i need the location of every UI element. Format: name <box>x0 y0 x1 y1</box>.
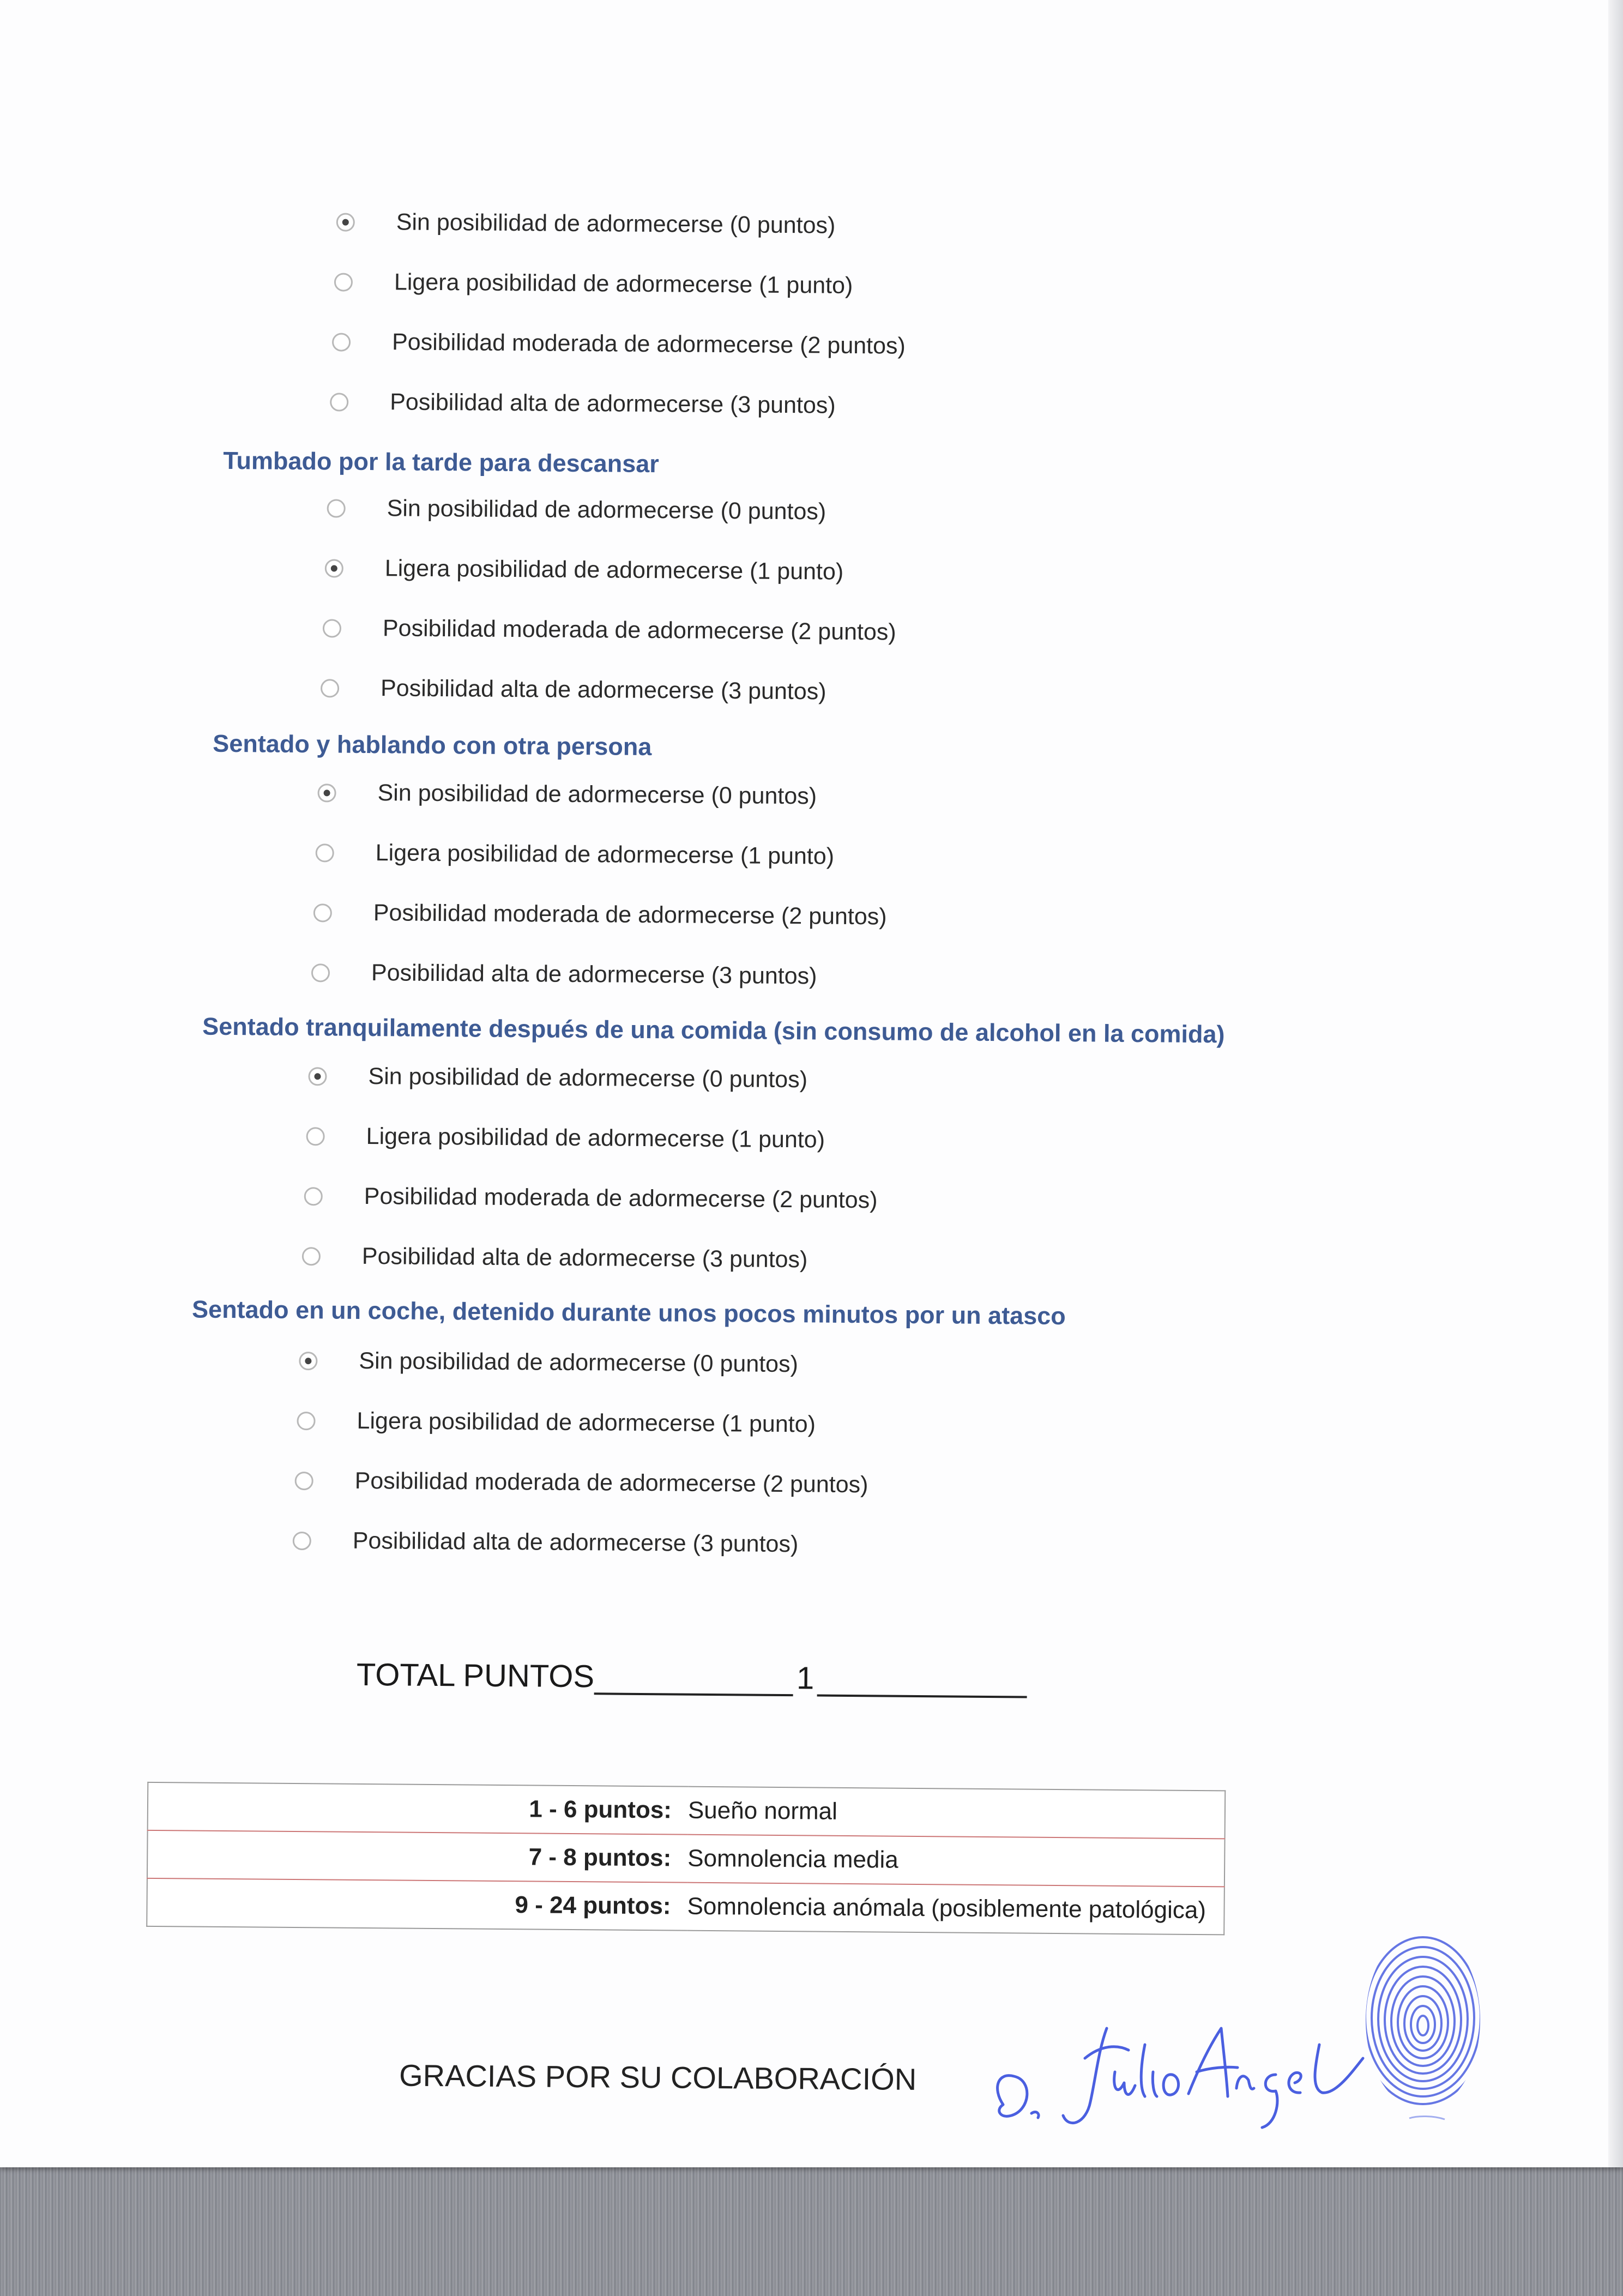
option-label: Posibilidad alta de adormecerse (3 puntos) <box>352 1527 799 1558</box>
legend-range: 9 - 24 puntos: <box>147 1878 687 1931</box>
score-legend-table <box>146 1782 1226 1936</box>
total-value[interactable]: 1 <box>796 1660 814 1696</box>
total-blank-right <box>817 1662 1027 1698</box>
option-label: Ligera posibilidad de adormecerse (1 punto) <box>375 840 835 870</box>
radio-option[interactable] <box>293 1527 799 1558</box>
radio-option[interactable] <box>334 268 853 299</box>
total-points <box>357 1656 1028 1698</box>
option-label: Posibilidad moderada de adormecerse (2 puntos) <box>354 1467 868 1498</box>
option-label: Posibilidad moderada de adormecerse (2 puntos) <box>373 900 887 930</box>
legend-description: Somnolencia anómala (posiblemente patológica) <box>687 1883 1224 1935</box>
option-label: Posibilidad moderada de adormecerse (2 puntos) <box>364 1183 878 1214</box>
option-label: Posibilidad alta de adormecerse (3 puntos) <box>361 1243 808 1273</box>
radio-option[interactable] <box>302 1243 808 1273</box>
radio-unchecked-icon[interactable] <box>321 679 339 697</box>
handwritten-signature <box>981 2006 1374 2137</box>
radio-unchecked-icon[interactable] <box>330 393 348 411</box>
total-blank-left <box>594 1660 793 1696</box>
radio-option[interactable] <box>306 1123 825 1153</box>
radio-checked-icon[interactable] <box>336 213 355 231</box>
radio-checked-icon[interactable] <box>325 559 343 577</box>
option-label: Posibilidad alta de adormecerse (3 puntos) <box>380 675 826 705</box>
radio-option[interactable] <box>297 1407 816 1438</box>
legend-row <box>147 1878 1224 1935</box>
radio-option[interactable] <box>325 555 844 585</box>
radio-option[interactable] <box>321 674 826 705</box>
radio-option[interactable] <box>327 495 826 525</box>
radio-option[interactable] <box>317 779 817 810</box>
legend-description: Sueño normal <box>687 1797 838 1825</box>
radio-option[interactable] <box>304 1183 878 1214</box>
radio-option[interactable] <box>311 959 817 990</box>
radio-unchecked-icon[interactable] <box>293 1531 311 1550</box>
question-title: Sentado y hablando con otra persona <box>213 729 652 761</box>
scanner-background <box>0 2159 1623 2296</box>
radio-unchecked-icon[interactable] <box>297 1412 315 1430</box>
legend-row <box>147 1830 1225 1887</box>
legend-description: Somnolencia media <box>687 1835 1225 1887</box>
option-label: Sin posibilidad de adormecerse (0 puntos) <box>387 495 826 525</box>
option-label: Posibilidad moderada de adormecerse (2 puntos) <box>382 615 896 646</box>
radio-unchecked-icon[interactable] <box>316 843 334 862</box>
total-label: TOTAL PUNTOS <box>356 1656 595 1695</box>
radio-checked-icon[interactable] <box>308 1067 327 1086</box>
radio-option[interactable] <box>308 1063 807 1093</box>
radio-option[interactable] <box>299 1347 798 1378</box>
radio-option[interactable] <box>294 1467 868 1498</box>
radio-unchecked-icon[interactable] <box>302 1247 321 1265</box>
radio-checked-icon[interactable] <box>317 784 336 802</box>
option-label: Ligera posibilidad de adormecerse (1 punto) <box>366 1123 825 1153</box>
option-label: Ligera posibilidad de adormecerse (1 punto) <box>384 555 844 585</box>
legend-range: 1 - 6 puntos: <box>529 1795 672 1824</box>
radio-checked-icon[interactable] <box>299 1352 317 1370</box>
radio-unchecked-icon[interactable] <box>334 273 353 291</box>
question-title: Sentado en un coche, detenido durante unos pocos minutos por un atasco <box>191 1295 1066 1330</box>
question-title: Tumbado por la tarde para descansar <box>223 446 659 478</box>
radio-unchecked-icon[interactable] <box>313 903 332 922</box>
radio-unchecked-icon[interactable] <box>332 333 351 351</box>
radio-option[interactable] <box>330 388 836 419</box>
legend-range: 7 - 8 puntos: <box>147 1830 688 1883</box>
closing-message: GRACIAS POR SU COLABORACIÓN <box>399 2058 917 2096</box>
radio-option[interactable] <box>323 614 896 646</box>
radio-option[interactable] <box>336 209 836 239</box>
radio-unchecked-icon[interactable] <box>323 619 341 637</box>
radio-unchecked-icon[interactable] <box>295 1471 313 1490</box>
question-title: Sentado tranquilamente después de una comida (sin consumo de alcohol en la comida) <box>202 1012 1225 1048</box>
legend-row <box>148 1782 1226 1839</box>
option-label: Sin posibilidad de adormecerse (0 puntos) <box>377 780 817 810</box>
option-label: Posibilidad alta de adormecerse (3 puntos) <box>371 960 817 990</box>
option-label: Posibilidad alta de adormecerse (3 puntos) <box>390 389 836 419</box>
option-label: Ligera posibilidad de adormecerse (1 punto) <box>394 269 853 299</box>
option-label: Sin posibilidad de adormecerse (0 puntos) <box>396 209 836 239</box>
radio-option[interactable] <box>332 328 906 359</box>
option-label: Posibilidad moderada de adormecerse (2 puntos) <box>391 329 906 359</box>
radio-unchecked-icon[interactable] <box>327 499 346 517</box>
option-label: Sin posibilidad de adormecerse (0 puntos) <box>359 1347 799 1378</box>
radio-unchecked-icon[interactable] <box>311 963 330 982</box>
option-label: Ligera posibilidad de adormecerse (1 punto) <box>357 1407 816 1438</box>
radio-unchecked-icon[interactable] <box>306 1127 325 1146</box>
radio-option[interactable] <box>313 899 887 930</box>
option-label: Sin posibilidad de adormecerse (0 puntos) <box>368 1063 808 1093</box>
radio-option[interactable] <box>316 839 835 870</box>
radio-unchecked-icon[interactable] <box>304 1187 323 1206</box>
fingerprint-stamp <box>1357 1927 1488 2124</box>
